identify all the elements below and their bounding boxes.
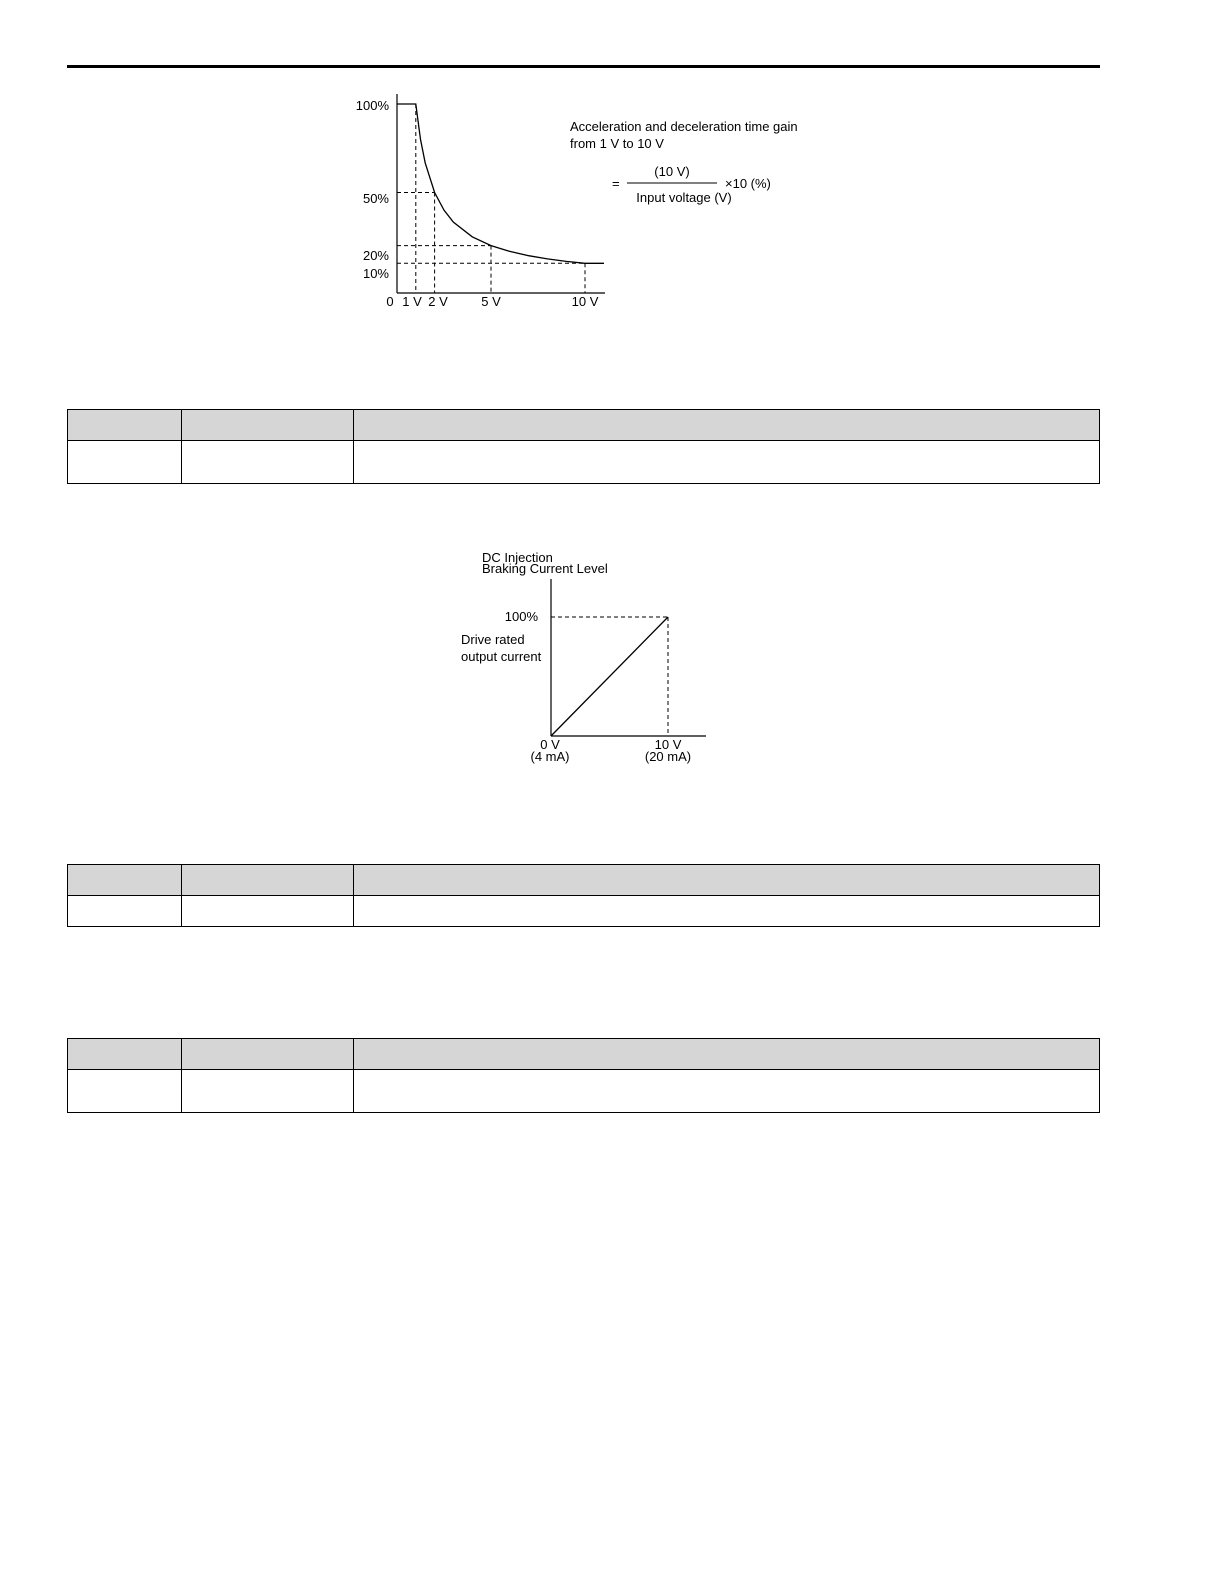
- formula-caption-line1: Acceleration and deceleration time gain: [570, 119, 798, 134]
- fig2-y-note-line1: Drive rated: [461, 632, 525, 647]
- table-cell: [68, 896, 182, 927]
- y-tick-100: 100%: [355, 98, 389, 113]
- formula-numerator: (10 V): [654, 164, 690, 179]
- table-cell: [68, 441, 182, 484]
- table-row: [68, 441, 1100, 484]
- current-level-line: [551, 617, 668, 736]
- table-cell: [182, 896, 354, 927]
- fig2-y-note-line2: output current: [461, 649, 542, 664]
- header-cell: [68, 410, 182, 441]
- table-cell: [354, 896, 1100, 927]
- header-cell: [354, 410, 1100, 441]
- parameter-table-3: [67, 1038, 1100, 1113]
- table-cell: [68, 1070, 182, 1113]
- parameter-table-2: [67, 864, 1100, 927]
- table-cell: [182, 1070, 354, 1113]
- header-cell: [354, 865, 1100, 896]
- table-row: [68, 896, 1100, 927]
- header-cell: [182, 410, 354, 441]
- table-row: [68, 1070, 1100, 1113]
- fig2-x-tick0-line2: (4 mA): [530, 749, 570, 764]
- header-cell: [182, 865, 354, 896]
- dc-injection-figure: [450, 545, 720, 770]
- x-tick-0: 0: [386, 294, 394, 309]
- formula-denominator: Input voltage (V): [636, 190, 732, 205]
- x-tick-10v: 10 V: [571, 294, 599, 309]
- table-cell: [354, 1070, 1100, 1113]
- formula-multiplier: ×10 (%): [725, 176, 771, 191]
- header-cell: [354, 1039, 1100, 1070]
- table-header-row: [68, 410, 1100, 441]
- gain-curve-figure: [340, 90, 840, 320]
- x-tick-2v: 2 V: [428, 294, 448, 309]
- formula-equals: =: [612, 176, 620, 191]
- table-cell: [182, 441, 354, 484]
- fig2-x-tick0-line1: 0 V: [540, 737, 560, 752]
- table-header-row: [68, 865, 1100, 896]
- header-cell: [68, 1039, 182, 1070]
- table-cell: [354, 441, 1100, 484]
- formula-caption-line2: from 1 V to 10 V: [570, 136, 664, 151]
- fig2-title-line1: DC Injection: [482, 550, 553, 565]
- top-rule: [67, 65, 1100, 68]
- fig2-y-tick-100: 100%: [504, 609, 538, 624]
- fig2-x-tick1-line1: 10 V: [654, 737, 682, 752]
- header-cell: [182, 1039, 354, 1070]
- y-tick-50: 50%: [362, 191, 389, 206]
- fig2-x-tick1-line2: (20 mA): [644, 749, 692, 764]
- fig2-title-line2: Braking Current Level: [482, 561, 608, 576]
- parameter-table-1: [67, 409, 1100, 484]
- x-tick-5v: 5 V: [481, 294, 501, 309]
- y-tick-10: 10%: [362, 266, 389, 281]
- header-cell: [68, 865, 182, 896]
- x-tick-1v: 1 V: [402, 294, 422, 309]
- table-header-row: [68, 1039, 1100, 1070]
- y-tick-20: 20%: [362, 248, 389, 263]
